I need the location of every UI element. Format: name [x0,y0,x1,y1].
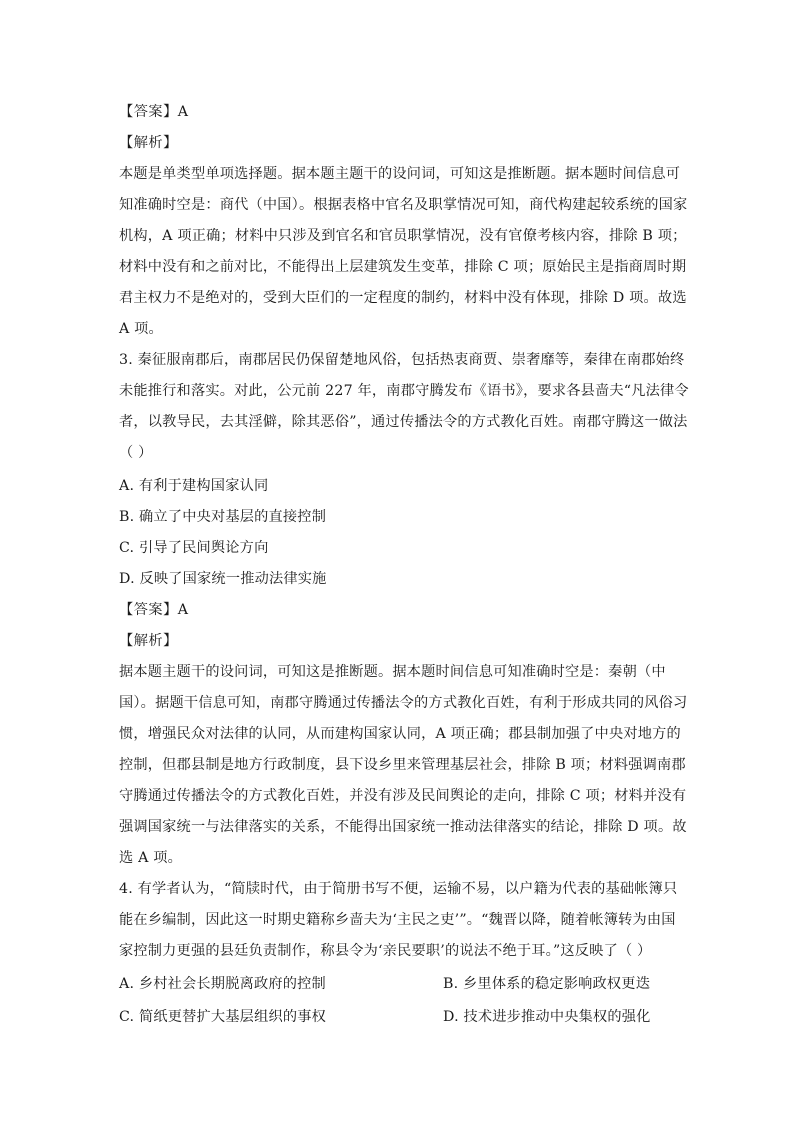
analysis-line: A 项。 [119,321,163,337]
analysis-line: 本题是单类型单项选择题。据本题主题干的设问词，可知这是推断题。据本题时间信息可 [119,166,681,182]
question-4-stem: 能在乡编制，因此这一时期史籍称乡啬夫为‘主民之吏’”。“魏晋以降，随着帐簿转为由国 [119,912,676,928]
analysis-line: 机构，A 项正确；材料中只涉及到官名和官员职掌情况，没有官僚考核内容，排除 B 项； [119,228,687,244]
option-b: B. 乡里体系的稳定影响政权更迭 [443,976,651,992]
question-4-stem: 4. 有学者认为，“简牍时代，由于简册书写不便，运输不易，以户籍为代表的基础帐簿只 [119,881,678,897]
option-c: C. 简纸更替扩大基层组织的事权 [119,1009,327,1025]
answer-tag: 【答案】A [119,104,189,120]
question-3-stem: 未能推行和落实。对此，公元前 227 年，南郡守腾发布《语书》，要求各县啬夫“凡法律令 [119,383,689,399]
analysis-line: 材料中没有和之前对比，不能得出上层建筑发生变革，排除 C 项；原始民主是指商周时期 [119,259,687,275]
analysis-line: 守腾通过传播法令的方式教化百姓，并没有涉及民间舆论的走向，排除 C 项；材料并没有 [119,788,687,804]
analysis-line: 选 A 项。 [119,850,183,866]
analysis-line: 国）。据题干信息可知，南郡守腾通过传播法令的方式教化百姓，有利于形成共同的风俗习 [119,695,688,711]
analysis-tag: 【解析】 [119,633,178,649]
option-d: D. 技术进步推动中央集权的强化 [443,1009,651,1025]
analysis-line: 据本题主题干的设问词，可知这是推断题。据本题时间信息可知准确时空是：秦朝（中 [119,664,666,680]
option-d: D. 反映了国家统一推动法律实施 [119,571,327,587]
analysis-line: 君主权力不是绝对的，受到大臣们的一定程度的制约，材料中没有体现，排除 D 项。故选 [119,290,687,306]
question-3-blank: （ ） [119,445,153,461]
analysis-line: 知准确时空是：商代（中国）。根据表格中官名及职掌情况可知，商代构建起较系统的国家 [119,197,688,213]
question-3-stem: 3. 秦征服南郡后，南郡居民仍保留楚地风俗，包括热衷商贾、崇奢靡等，秦律在南郡始终 [119,352,685,368]
answer-tag: 【答案】A [119,602,189,618]
option-b: B. 确立了中央对基层的直接控制 [119,509,327,525]
analysis-line: 控制，但郡县制是地方行政制度，县下设乡里来管理基层社会，排除 B 项；材料强调南郡 [119,757,686,773]
analysis-tag: 【解析】 [119,135,178,151]
option-a: A. 乡村社会长期脱离政府的控制 [119,976,326,992]
analysis-line: 强调国家统一与法律落实的关系，不能得出国家统一推动法律落实的结论，排除 D 项。故 [119,819,687,835]
option-a: A. 有利于建构国家认同 [119,478,269,494]
question-3-stem: 者，以教导民，去其淫僻，除其恶俗”，通过传播法令的方式教化百姓。南郡守腾这一做法 [119,414,688,430]
option-c: C. 引导了民间舆论方向 [119,540,269,556]
question-4-stem: 家控制力更强的县廷负责制作，称县令为‘亲民要职’的说法不绝于耳。”这反映了（ ） [119,943,652,959]
analysis-line: 惯，增强民众对法律的认同，从而建构国家认同，A 项正确；郡县制加强了中央对地方的 [119,726,681,742]
